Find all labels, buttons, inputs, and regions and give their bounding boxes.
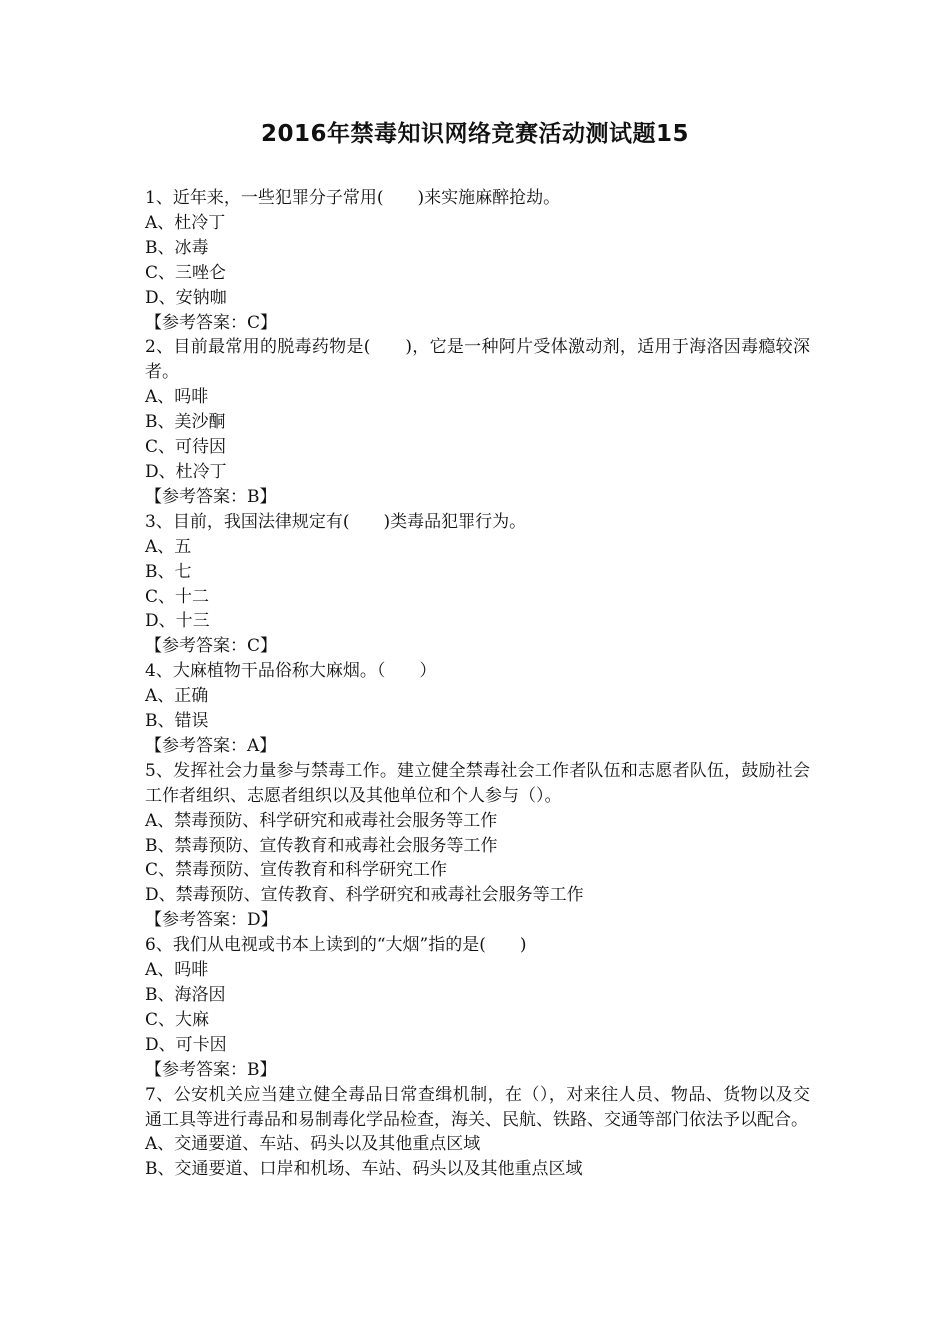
- question-stem: 1、近年来，一些犯罪分子常用( )来实施麻醉抢劫。: [145, 188, 561, 208]
- option: C、三唑仑: [145, 262, 227, 283]
- option: B、交通要道、口岸和机场、车站、码头以及其他重点区域: [145, 1159, 583, 1180]
- answer: 【参考答案：C】: [145, 312, 278, 333]
- option: D、禁毒预防、宣传教育、科学研究和戒毒社会服务等工作: [145, 885, 584, 906]
- question-stem: 6、我们从电视或书本上读到的“大烟”指的是( ): [145, 935, 527, 956]
- option: B、禁毒预防、宣传教育和戒毒社会服务等工作: [145, 835, 498, 856]
- option: D、杜冷丁: [145, 461, 227, 482]
- option: C、禁毒预防、宣传教育和科学研究工作: [145, 860, 448, 881]
- option: B、美沙酮: [145, 412, 226, 433]
- option: B、冰毒: [145, 237, 209, 258]
- option: B、海洛因: [145, 985, 226, 1005]
- option: D、可卡因: [145, 1034, 227, 1055]
- option: A、吗啡: [145, 387, 209, 408]
- option: A、交通要道、车站、码头以及其他重点区域: [145, 1134, 481, 1155]
- question-list: [145, 186, 810, 1182]
- page-title: 2016年禁毒知识网络竞赛活动测试题15: [260, 121, 690, 147]
- question-stem: 5、发挥社会力量参与禁毒工作。建立健全禁毒社会工作者队伍和志愿者队伍，鼓励社会工作者组织、志愿者组织以及其他单位和个人参与（）。: [145, 760, 810, 806]
- option: A、杜冷丁: [145, 212, 226, 233]
- question-stem: 4、大麻植物干品俗称大麻烟。（ ）: [145, 661, 437, 682]
- answer: 【参考答案：D】: [145, 910, 278, 931]
- option: C、可待因: [145, 437, 227, 458]
- option: D、十三: [145, 611, 210, 632]
- question-stem: 2、目前最常用的脱毒药物是( )，它是一种阿片受体激动剂，适用于海洛因毒瘾较深者。: [145, 337, 810, 383]
- option: A、禁毒预防、科学研究和戒毒社会服务等工作: [145, 810, 498, 831]
- question-stem: 3、目前，我国法律规定有( )类毒品犯罪行为。: [145, 511, 527, 532]
- option: B、错误: [145, 711, 209, 732]
- option: D、安钠咖: [145, 287, 227, 308]
- option: C、十二: [145, 586, 210, 607]
- answer: 【参考答案：B】: [145, 1059, 277, 1080]
- answer: 【参考答案：B】: [145, 486, 277, 507]
- answer: 【参考答案：A】: [145, 735, 277, 756]
- option: A、五: [145, 536, 192, 557]
- answer: 【参考答案：C】: [145, 636, 278, 657]
- option: A、吗啡: [145, 960, 209, 981]
- option: C、大麻: [145, 1009, 210, 1030]
- option: A、正确: [145, 686, 209, 707]
- option: B、七: [145, 561, 192, 582]
- question-stem: 7、公安机关应当建立健全毒品日常查缉机制，在（），对来往人员、物品、货物以及交通工具等进行毒品和易制毒化学品检查，海关、民航、铁路、交通等部门依法予以配合。: [145, 1084, 810, 1130]
